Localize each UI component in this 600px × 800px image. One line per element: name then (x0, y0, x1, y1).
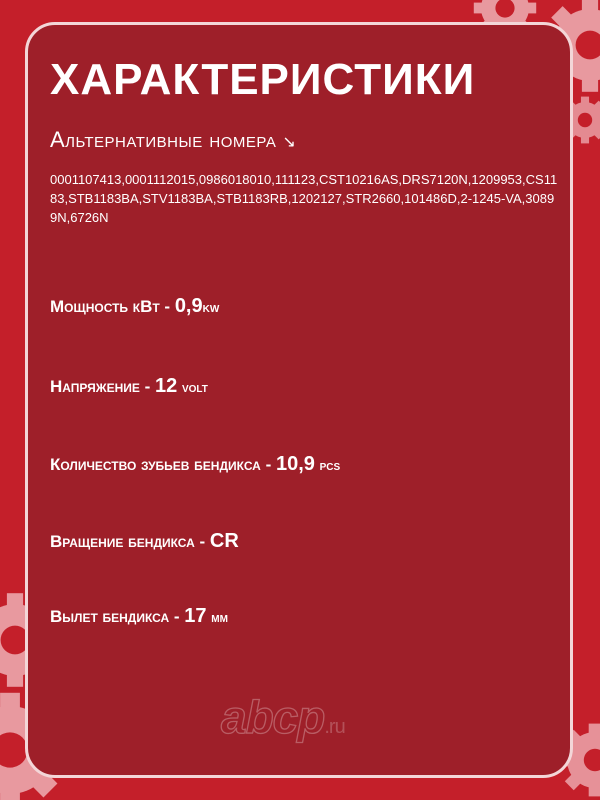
spec-value: 0,9 (174, 295, 203, 317)
spec-label: Мощность кВт (50, 297, 160, 316)
spec-value: CR (209, 530, 239, 552)
spec-teeth-count (50, 453, 340, 476)
specs-card (25, 22, 573, 778)
spec-offset (50, 605, 228, 628)
spec-rotation (50, 530, 239, 553)
spec-unit: мм (211, 609, 228, 625)
spec-label: Вращение бендикса (50, 532, 195, 551)
arrow-down-right-icon: ↘ (282, 134, 297, 151)
spec-label: Количество зубьев бендикса (50, 455, 261, 474)
spec-separator: - (260, 455, 276, 474)
page-title: ХАРАКТЕРИСТИКИ (50, 55, 476, 104)
spec-unit: pcs (319, 457, 341, 473)
logo-main: abcp (221, 691, 325, 743)
spec-value: 12 (155, 375, 178, 397)
spec-separator: - (169, 607, 185, 626)
alt-numbers-heading-text: Альтернативные номера (50, 127, 277, 152)
spec-separator: - (159, 297, 175, 316)
spec-separator: - (194, 532, 210, 551)
spec-separator: - (139, 377, 155, 396)
spec-value: 10,9 (275, 453, 315, 475)
spec-value: 17 (184, 605, 207, 627)
spec-unit: volt (181, 379, 208, 395)
abcp-logo-watermark (221, 690, 345, 744)
spec-label: Напряжение (50, 377, 140, 396)
alt-numbers-list: 0001107413,0001112015,0986018010,111123,CST10216AS,DRS7120N,1209953,CS1183,STB1183BA,STV1183BA,STB1183RB,1202127,STR2660,101486D,2-1245-VA,30899N,6726N (50, 172, 558, 225)
spec-power (50, 295, 219, 318)
alt-numbers-heading (50, 127, 296, 153)
spec-label: Вылет бендикса (50, 607, 170, 626)
spec-unit: kw (202, 299, 220, 315)
spec-voltage (50, 375, 208, 398)
logo-tld: .ru (324, 716, 345, 738)
